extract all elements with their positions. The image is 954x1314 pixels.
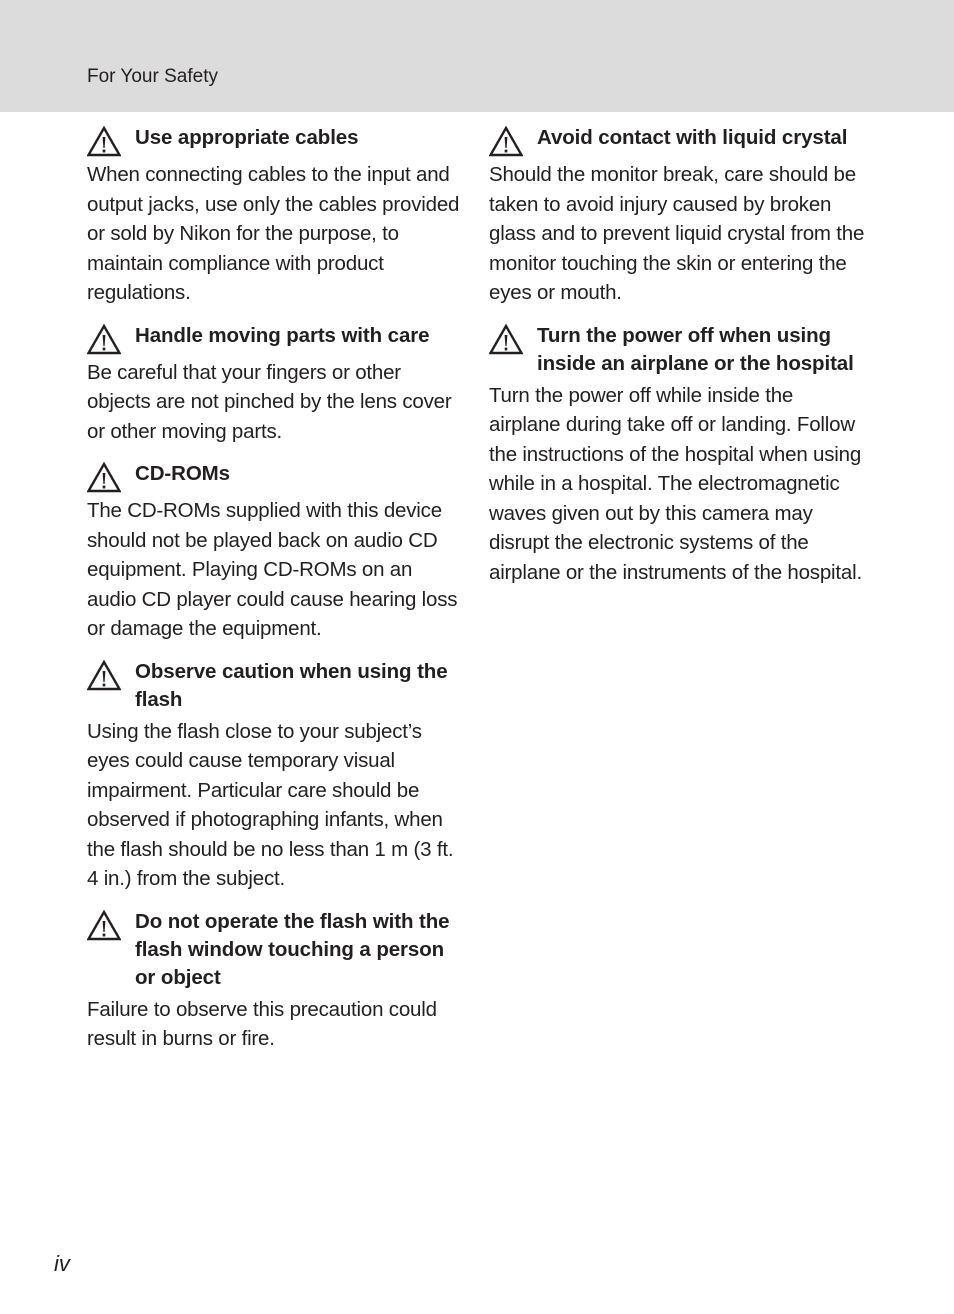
section-heading — [87, 658, 465, 714]
section-heading — [489, 124, 867, 157]
section-body: Failure to observe this precaution could result in burns or fire. — [87, 997, 437, 1050]
section-heading — [87, 124, 465, 157]
left-column — [87, 124, 465, 1068]
warning-triangle-icon — [87, 462, 121, 493]
safety-section — [489, 124, 867, 308]
warning-triangle-icon — [87, 324, 121, 355]
section-title: Turn the power off when using inside an airplane or the hospital — [537, 323, 854, 375]
safety-section — [489, 322, 867, 588]
page-number: iv — [54, 1251, 70, 1276]
section-body: When connecting cables to the input and output jacks, use only the cables provided or sold by Nikon for the purpose, to maintain compliance with product regulations. — [87, 163, 460, 304]
warning-triangle-icon — [489, 324, 523, 355]
section-body: Be careful that your fingers or other objects are not pinched by the lens cover or other moving parts. — [87, 360, 452, 443]
safety-section — [87, 908, 465, 1054]
warning-triangle-icon — [87, 910, 121, 941]
section-title: Observe caution when using the flash — [135, 659, 448, 711]
section-heading — [489, 322, 867, 378]
section-title: Handle moving parts with care — [135, 323, 430, 347]
section-body: Should the monitor break, care should be taken to avoid injury caused by broken glass and to prevent liquid crystal from the monitor touching the skin or entering the eyes or mouth. — [489, 163, 865, 304]
section-heading — [87, 460, 465, 493]
section-body: The CD-ROMs supplied with this device should not be played back on audio CD equipment. Playing CD-ROMs on an audio CD player could cause hearing loss or damage the equipment. — [87, 499, 458, 640]
section-title: Do not operate the flash with the flash window touching a person or object — [135, 909, 450, 989]
safety-section — [87, 124, 465, 308]
safety-section — [87, 322, 465, 447]
section-heading — [87, 322, 465, 355]
warning-triangle-icon — [87, 126, 121, 157]
section-body: Using the flash close to your subject’s eyes could cause temporary visual impairment. Particular care should be observed if photographing infants, when the flash should be no less than 1 m (3 ft. 4 in.) from the subject. — [87, 719, 454, 890]
section-title: Use appropriate cables — [135, 126, 359, 149]
header-band — [0, 0, 954, 112]
page-header-title: For Your Safety — [87, 66, 218, 87]
warning-triangle-icon — [489, 126, 523, 157]
section-title: CD-ROMs — [135, 462, 230, 485]
warning-triangle-icon — [87, 660, 121, 691]
section-heading — [87, 908, 465, 992]
safety-section — [87, 460, 465, 644]
section-body: Turn the power off while inside the airplane during take off or landing. Follow the instructions of the hospital when using while in a hospital. The electromagnetic waves given out by this camera may disrupt the electronic systems of the airplane or the instruments of the hospital. — [489, 383, 862, 584]
section-title: Avoid contact with liquid crystal — [537, 126, 848, 149]
right-column — [489, 124, 867, 601]
safety-section — [87, 658, 465, 894]
